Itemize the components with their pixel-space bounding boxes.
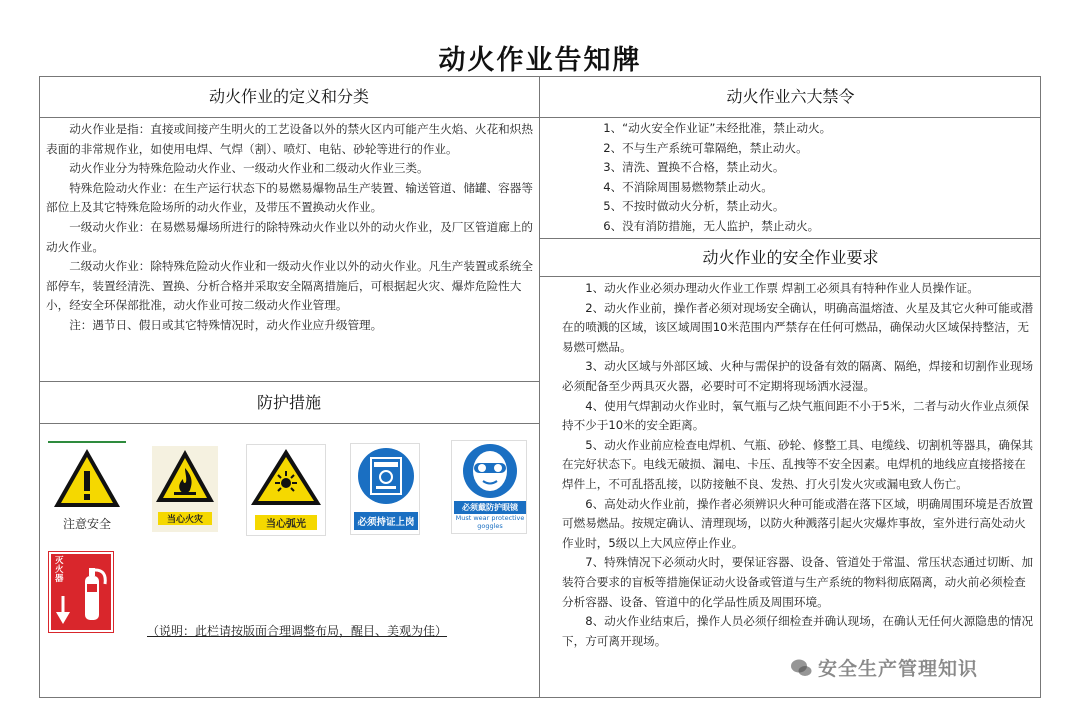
sign-label: 必须持证上岗 <box>354 512 418 530</box>
watermark <box>790 654 978 681</box>
right-column <box>540 76 1041 698</box>
requirement-paragraph: 4、使用气焊割动火作业时，氧气瓶与乙炔气瓶间距不小于5米，二者与动火作业点须保持不少于10米的安全距离。 <box>562 398 1029 433</box>
fire-extinguisher-icon <box>51 554 115 634</box>
list-item: 4、不消除周围易燃物禁止动火。 <box>603 179 773 194</box>
definition-text <box>46 120 534 336</box>
fire-extinguisher-sign <box>49 552 113 632</box>
warning-fire-icon <box>152 446 218 508</box>
layout-note: （说明：此栏请按版面合理调整布局，醒目、美观为佳） <box>147 624 448 638</box>
definition-paragraph: 二级动火作业：除特殊危险动火作业和一级动火作业以外的动火作业。凡生产装置或系统全部停车，装置经清洗、置换、分析合格并采取安全隔离措施后，可根据起火灾、爆炸危险性大小，经安全环保部批准，动火作业可按二级动火作业管理。 <box>46 259 533 313</box>
requirement-paragraph: 6、高处动火作业前，操作者必须辨识火种可能或潜在落下区域，明确周围环境是否放置可燃易燃品。按规定确认、清理现场，以防火种溅落引起火灾爆炸事故，室外进行高处动火作业时，5级以上大风应停止作业。 <box>562 496 1034 550</box>
definition-paragraph: 注：遇节日、假日或其它特殊情况时，动火作业应升级管理。 <box>69 317 383 332</box>
left-column <box>39 76 540 698</box>
requirement-paragraph: 7、特殊情况下必须动火时，要保证容器、设备、管道处于常温、常压状态通过切断、加装符合要求的盲板等措施保证动火设备或管道与生产系统的物料彻底隔离，动火前必须检查分析容器、设备、管道中的化学品性质及周围环境。 <box>562 555 1034 609</box>
sign-label: 注意安全 <box>62 517 111 531</box>
definition-paragraph: 一级动火作业：在易燃易爆场所进行的除特殊动火作业以外的动火作业，及厂区管道廊上的动火作业。 <box>46 219 533 254</box>
definition-heading: 动火作业的定义和分类 <box>39 76 539 118</box>
list-item: 2、不与生产系统可靠隔绝，禁止动火。 <box>603 140 808 155</box>
page-title: 动火作业告知牌 <box>438 45 642 76</box>
mandatory-sign-certificate <box>350 443 420 535</box>
sign-label: 当心弧光 <box>255 515 317 530</box>
requirement-paragraph: 8、动火作业结束后，操作人员必须仔细检查并确认现场，在确认无任何火源隐患的情况下，方可离开现场。 <box>562 614 1034 648</box>
prohibitions-list <box>540 119 1040 237</box>
requirement-paragraph: 1、动火作业必须办理动火作业工作票 焊割工必须具有特种作业人员操作证。 <box>585 281 979 295</box>
requirements-heading: 动火作业的安全作业要求 <box>540 239 1041 277</box>
requirement-paragraph: 3、动火区域与外部区域、火种与需保护的设备有效的隔离、隔绝，焊接和切割作业现场必须配备至少两具灭火器，必要时可不定期将现场洒水浸湿。 <box>562 359 1034 393</box>
warning-sign-fire <box>152 446 218 532</box>
list-item: 5、不按时做动火分析，禁止动火。 <box>603 199 785 214</box>
definition-paragraph: 特殊危险动火作业：在生产运行状态下的易燃易爆物品生产装置、输送管道、储罐、容器等部位上及其它特殊危险场所的动火作业，及带压不置换动火作业。 <box>46 180 533 215</box>
warning-arc-icon <box>247 445 325 511</box>
warning-sign-arc <box>246 444 326 536</box>
mandatory-sign-goggles <box>451 440 527 534</box>
certificate-required-icon <box>351 444 421 510</box>
sign-label: 灭火器 <box>55 556 64 584</box>
prohibitions-heading: 动火作业六大禁令 <box>540 76 1041 118</box>
sign-sublabel: Must wear protective goggles <box>455 514 525 530</box>
list-item: 1、“动火安全作业证”未经批准，禁止动火。 <box>603 121 832 135</box>
warning-exclamation-icon <box>48 443 126 513</box>
protection-heading: 防护措施 <box>39 382 539 424</box>
sign-label: 当心火灾 <box>158 512 212 525</box>
goggles-required-icon <box>452 441 528 501</box>
warning-sign-caution <box>48 441 126 535</box>
wechat-icon <box>790 657 812 679</box>
sign-label: 必须戴防护眼镜 <box>454 501 526 514</box>
requirement-paragraph: 2、动火作业前，操作者必须对现场安全确认，明确高温熔渣、火星及其它火种可能或潜在的喷溅的区域，该区域周围10米范围内严禁存在任何可燃品，确保动火区域保持整洁，无易燃可燃品。 <box>562 300 1034 354</box>
requirements-text <box>562 279 1034 651</box>
watermark-text: 安全生产管理知识 <box>818 658 979 680</box>
list-item: 6、没有消防措施，无人监护，禁止动火。 <box>603 218 820 233</box>
list-item: 3、清洗、置换不合格，禁止动火。 <box>603 160 785 175</box>
definition-paragraph: 动火作业分为特殊危险动火作业、一级动火作业和二级动火作业三类。 <box>69 161 429 176</box>
requirement-paragraph: 5、动火作业前应检查电焊机、气瓶、砂轮、修整工具、电缆线、切割机等器具，确保其在完好状态下。电线无破损、漏电、卡压、乱拽等不安全因素。电焊机的地线应直接搭接在焊件上，不可乱搭乱接，以防接触不良、发热、打火引发火灾或漏电致人伤亡。 <box>562 437 1034 491</box>
definition-paragraph: 动火作业是指：直接或间接产生明火的工艺设备以外的禁火区内可能产生火焰、火花和炽热表面的非常规作业，如使用电焊、气焊（割）、喷灯、电钻、砂轮等进行的作业。 <box>46 122 533 156</box>
